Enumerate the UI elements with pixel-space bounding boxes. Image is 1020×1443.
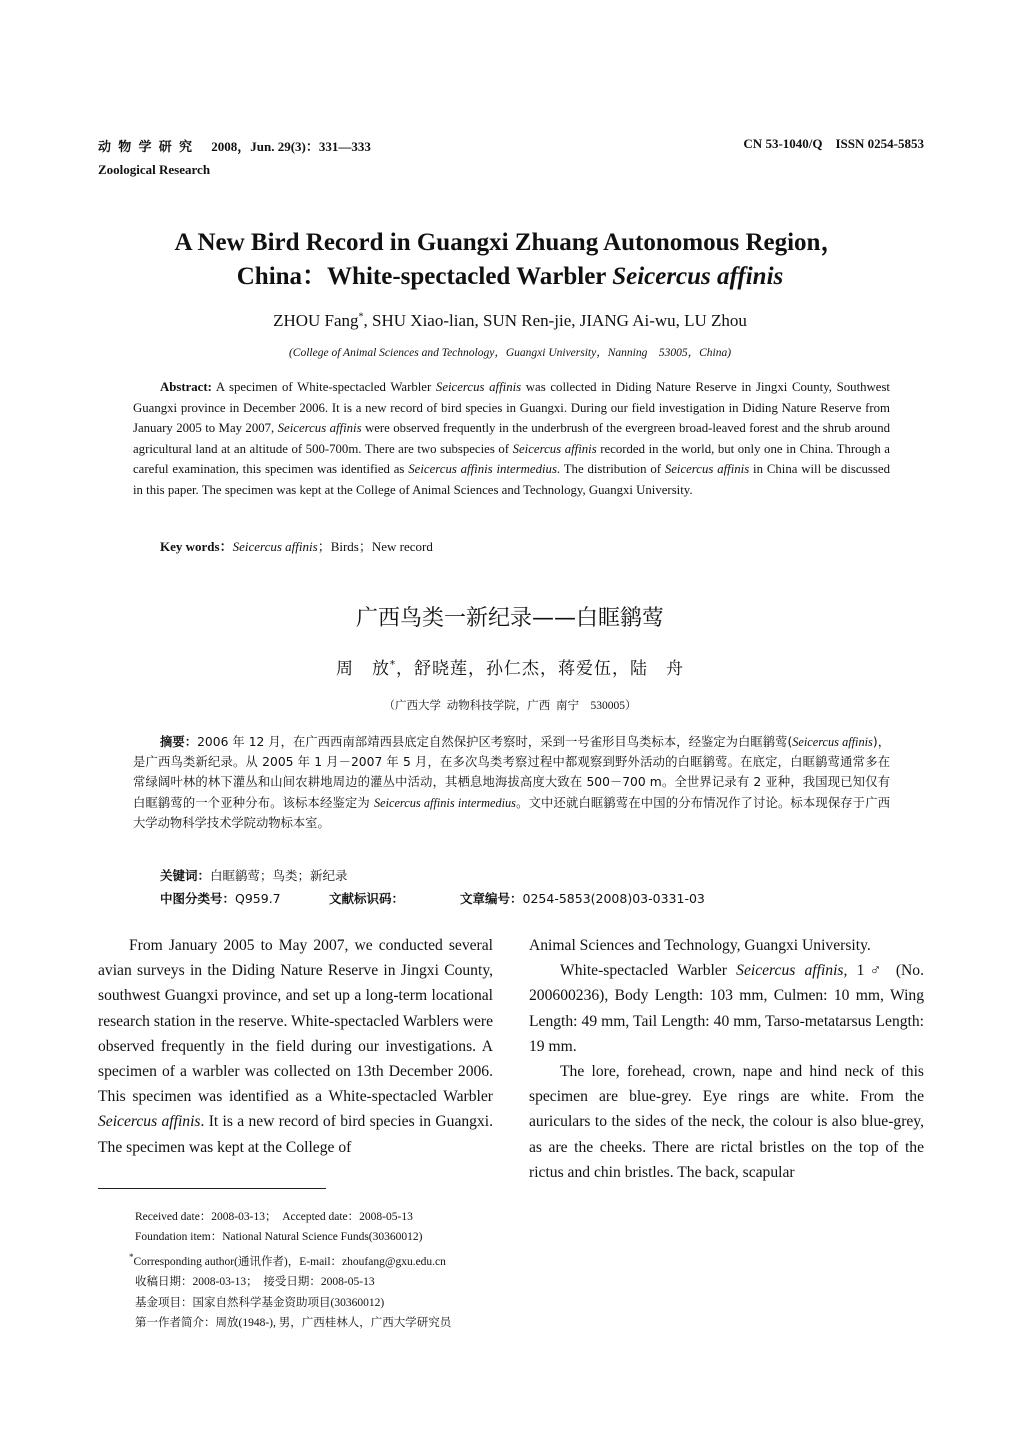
issn: CN 53-1040/Q ISSN 0254-5853 xyxy=(743,136,924,151)
fn-cn-first-author: 第一作者简介：周放(1948-), 男，广西桂林人，广西大学研究员 xyxy=(135,1316,452,1329)
body-paragraph xyxy=(98,933,493,1160)
journal-name-en: Zoological Research xyxy=(98,162,211,177)
cn-abstract-species: Seicercus affinis intermedius xyxy=(373,795,516,810)
abstract-species: Seicercus affinis xyxy=(277,421,362,436)
cn-abstract-label: 摘要： xyxy=(160,735,198,749)
first-author: ZHOU Fang xyxy=(273,311,359,330)
other-authors: , SHU Xiao-lian, SUN Ren-jie, JIANG Ai-wu, LU Zhou xyxy=(363,311,747,330)
cn-abstract-species: Seicercus affinis xyxy=(792,735,873,749)
cn-title: 广西鸟类一新纪录——白眶鹟莺 xyxy=(355,606,664,631)
abstract-species: Seicercus affinis xyxy=(664,462,750,477)
cn-affiliation: （广西大学 动物科技学院，广西 南宁 530005） xyxy=(383,700,637,712)
keyword-species: Seicercus affinis xyxy=(232,539,318,554)
body-species: Seicercus affinis xyxy=(98,1113,201,1131)
abstract-label: Abstract: xyxy=(160,380,212,394)
journal-citation: 2008，Jun. 29(3)：331—333 xyxy=(211,139,371,154)
fn-corresponding-text: Corresponding author(通讯作者)，E-mail：zhoufang@gxu.edu.cn xyxy=(133,1256,446,1269)
abstract-species: Seicercus affinis xyxy=(435,380,522,394)
keywords-rest: ；Birds；New record xyxy=(317,539,433,554)
clc-label: 中图分类号： xyxy=(160,891,236,906)
abstract-text: A specimen of White-spectacled Warbler xyxy=(211,380,436,394)
cn-other-authors: ，舒晓莲，孙仁杰，蒋爱伍，陆 舟 xyxy=(396,659,684,679)
abstract-species: Seicercus affinis intermedius xyxy=(408,462,557,477)
body-text: 1♂ (No. 200600236), Body Length: 103 mm, Culmen: 10 mm, Wing Length: 49 mm, Tail Length: 40 mm, Tarso-metatarsus Length: 19 mm. xyxy=(529,962,924,1055)
cn-keywords xyxy=(160,866,348,884)
body-species: Seicercus affinis, xyxy=(736,962,848,980)
keywords xyxy=(160,536,433,555)
journal-header xyxy=(98,136,371,155)
doc-code xyxy=(329,889,404,907)
body-paragraph: Animal Sciences and Technology, Guangxi University. xyxy=(529,937,871,954)
title-line-2-text: China：White-spectacled Warbler xyxy=(236,263,613,290)
article-number-label: 文章编号： xyxy=(460,891,523,906)
article-number-value: 0254-5853(2008)03-0331-03 xyxy=(522,891,705,906)
article-number xyxy=(460,889,705,907)
cn-abstract-text: )，是广西鸟类新纪录。从 2005 年 1 月－2007 年 5 月，在多次鸟类考察过程中都观察到野外活动的白眶鹟莺。在底定，白眶鹟莺通常多在常绿阔叶林的林下灌丛和山间农耕地周边的灌丛中活动，其栖息地海拔高度大致在 500－700 m。全世界记录有 2 亚种，我国现已知仅有白眶鹟莺的一个亚种分布。该标本经鉴定为 xyxy=(133,735,890,810)
journal-name-cn: 动 物 学 研 究 xyxy=(98,139,195,154)
cn-first-author: 周 放 xyxy=(336,659,390,679)
cn-keywords-label: 关键词： xyxy=(160,868,211,883)
body-text: . It is a new record of bird species in Guangxi. The specimen was kept at the College of xyxy=(98,1113,494,1156)
cn-classification xyxy=(160,889,281,907)
fn-star: * xyxy=(129,1252,134,1263)
title-line-2 xyxy=(0,260,1020,294)
abstract-text: was collected in Diding Nature Reserve in Jingxi County, Southwest Guangxi province in December 2006. It is a new record of bird species in Guangxi. During our field investigation in Diding Nature Reserve from January 2005 to May 2007, xyxy=(133,380,890,436)
abstract xyxy=(133,377,890,501)
abstract-text: were observed frequently in the underbrush of the evergreen broad-leaved forest and the shrub around agricultural land at an altitude of 500-700m. There are two subspecies of xyxy=(133,421,890,456)
cn-abstract-text: 。文中还就白眶鹟莺在中国的分布情况作了讨论。标本现保存于广西大学动物科学技术学院动物标本室。 xyxy=(133,795,890,830)
clc-value: Q959.7 xyxy=(235,891,281,906)
abstract-text: recorded in the world, but only one in China. Through a careful examination, this specimen was identified as xyxy=(133,441,890,477)
article-title xyxy=(0,226,1020,294)
cn-abstract xyxy=(133,732,890,833)
body-right-column xyxy=(529,933,924,1185)
abstract-text: in China will be discussed in this paper. The specimen was kept at the College of Animal Sciences and Technology, Guangxi University. xyxy=(133,462,890,497)
fn-cn-received: 收稿日期：2008-03-13； 接受日期：2008-05-13 xyxy=(135,1276,375,1289)
abstract-species: Seicercus affinis xyxy=(512,441,597,456)
abstract-text: . The distribution of xyxy=(556,462,665,477)
corresponding-mark: * xyxy=(358,311,364,323)
body-paragraph xyxy=(529,958,924,1059)
body-left-column xyxy=(98,933,493,1160)
fn-corresponding xyxy=(129,1247,451,1272)
cn-keywords-text: 白眶鹟莺；鸟类；新纪录 xyxy=(210,868,348,883)
fn-cn-foundation: 基金项目：国家自然科学基金资助项目(30360012) xyxy=(135,1296,385,1309)
affiliation: (College of Animal Sciences and Technology，Guangxi University，Nanning 53005，China) xyxy=(288,347,732,359)
body-text: From January 2005 to May 2007, we conducted several avian surveys in the Diding Nature Reserve in Jingxi County, southwest Guangxi province, and set up a long-term locational research station in the reserve. White-spectacled Warblers were observed frequently in the field during our investigations. A specimen of a warbler was collected on 13th December 2006. This specimen was identified as a White-spectacled Warbler xyxy=(98,937,493,1106)
cn-corresponding-mark: * xyxy=(390,659,396,671)
cn-abstract-text: 2006 年 12 月，在广西西南部靖西县底定自然保护区考察时，采到一号雀形目鸟类标本，经鉴定为白眶鹟莺( xyxy=(197,735,793,749)
author-list xyxy=(0,311,1020,331)
footnotes xyxy=(129,1207,452,1333)
fn-foundation: Foundation item：National Natural Science Funds(30360012) xyxy=(135,1231,423,1244)
footnote-rule xyxy=(98,1188,326,1189)
fn-received: Received date：2008-03-13； Accepted date：2008-05-13 xyxy=(135,1211,413,1223)
cn-authors xyxy=(0,654,1020,679)
doc-code-label: 文献标识码： xyxy=(329,891,405,906)
body-paragraph: The lore, forehead, crown, nape and hind neck of this specimen are blue-grey. Eye rings are white. From the auriculars to the sides of the neck, the colour is also blue-grey, as are the cheeks. There are rictal bristles on the top of the rictus and chin bristles. The back, scapular xyxy=(529,1063,924,1181)
keywords-label: Key words： xyxy=(160,539,233,554)
title-species: Seicercus affinis xyxy=(612,263,784,290)
body-text: White-spectacled Warbler xyxy=(560,962,737,980)
title-line-1: A New Bird Record in Guangxi Zhuang Autonomous Region， xyxy=(174,229,846,256)
